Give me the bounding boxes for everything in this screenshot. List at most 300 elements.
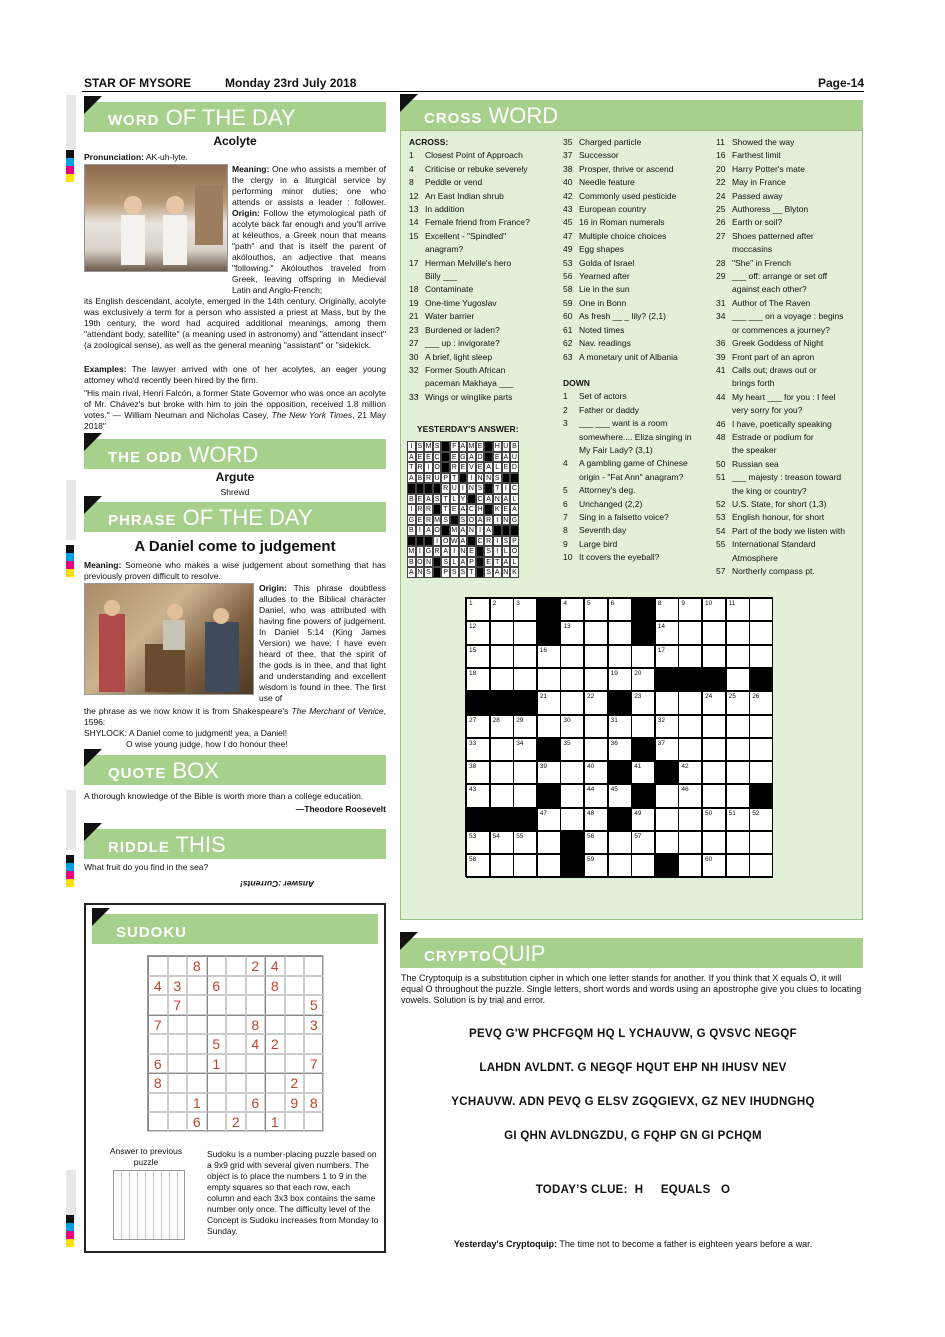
masthead [82,74,864,92]
crossword-cell[interactable]: 4 [560,598,584,621]
crossword-cell[interactable]: 52 [749,808,773,831]
answer-cell: M [468,443,475,450]
sudoku-cell: 7 [148,1015,168,1035]
answer-cell: M [434,516,440,524]
clue-item: very sorry for you? [732,405,803,416]
crossword-cell[interactable] [726,761,750,784]
crossword-cell[interactable] [749,854,773,877]
crossword-cell[interactable] [584,668,608,691]
answer-cell: R [434,548,440,555]
answer-cell: Y [460,495,466,503]
crossword-cell[interactable]: 9 [678,598,702,621]
crossword-cell[interactable]: 40 [584,761,608,784]
crossword-cell[interactable] [513,761,537,784]
crossword-cell[interactable]: 18 [466,668,490,691]
sudoku-cell[interactable] [168,1093,188,1113]
crossword-cell[interactable] [726,831,750,854]
crossword-cell[interactable] [702,738,726,761]
crossword-cell[interactable]: 29 [513,715,537,738]
answer-cell: N [503,569,509,576]
answer-cell: L [510,557,519,568]
crossword-cell[interactable]: 30 [560,715,584,738]
sudoku-description: Sudoku is a number-placing puzzle based on a 9x9 grid with several given numbers. The object is to place the numbers 1 to 9 in the empty squares so that each row, each column and each 3x3 box contains the same number only once. The difficulty level of the Concept is Sudoku increases from Monday to Sunday. [207,1149,379,1236]
sudoku-cell[interactable] [168,956,188,976]
sudoku-cell[interactable] [207,956,227,976]
answer-cell: B [408,558,414,566]
clue-item: 56 Yearned after [563,271,630,282]
painting-illustration [85,584,255,696]
crossword-cell[interactable] [702,784,726,807]
crossword-cell[interactable] [726,621,750,644]
crossword-cell[interactable] [749,598,773,621]
sudoku-cell[interactable] [265,1054,285,1074]
answer-cell: I [433,536,442,547]
crossword-cell[interactable]: 46 [678,784,702,807]
answer-cell: R [417,506,423,513]
sudoku-cell[interactable] [304,956,324,976]
clue-item: 49 Egg shapes [563,244,624,255]
answer-cell: N [468,485,474,492]
crossword-cell[interactable]: 37 [655,738,679,761]
answer-cell: I [493,546,502,557]
answer-cell: A [469,453,474,461]
crossword-cell[interactable]: 50 [702,808,726,831]
crossword-cell[interactable] [678,715,702,738]
clue-item: 34 ___ ___ on a voyage : begins [716,311,844,322]
crossword-cell[interactable] [490,621,514,644]
crossword-cell[interactable] [490,738,514,761]
clue-item: anagram? [425,244,464,255]
wotd-origin-cont: its English descendant, acolyte, emerged in the 14th century. Originally, acolyte was exclusively a term for a person who assisted a priest at Mass, but by the 19th century, the word had acquired additional meanings, among them "attendant body, satellite" (a meaning used in astronomy) and "attendant insect" (a zoological sense), as well as the general meaning "assistant" or "sidekick. [84,296,386,350]
sudoku-cell[interactable] [265,1073,285,1093]
black-cell [513,691,537,714]
sudoku-cell[interactable] [265,1015,285,1035]
sudoku-cell[interactable] [187,995,207,1015]
sudoku-cell[interactable] [168,1034,188,1054]
wotd-word: Acolyte [213,134,257,148]
black-cell [655,854,679,877]
crossword-cell[interactable]: 58 [466,854,490,877]
clue-item: 27 ___ up : invigorate? [409,338,500,349]
sudoku-cell[interactable] [246,1073,266,1093]
answer-cell: S [443,516,448,524]
crossword-cell[interactable]: 8 [655,598,679,621]
answer-cell [441,452,450,463]
sudoku-cell[interactable] [187,1015,207,1035]
answer-cell: U [511,453,517,461]
crossword-cell[interactable] [608,831,632,854]
crossword-cell[interactable]: 42 [678,761,702,784]
sudoku-cell[interactable] [226,1054,246,1074]
crossword-cell[interactable] [702,831,726,854]
crossword-cell[interactable] [608,645,632,668]
clue-item: 16 Farthest limit [716,150,781,161]
crossword-cell[interactable] [726,854,750,877]
crossword-cell[interactable] [678,621,702,644]
crossword-cell[interactable]: 6 [608,598,632,621]
black-cell [678,668,702,691]
sudoku-cell[interactable] [285,976,305,996]
crossword-cell[interactable]: 34 [513,738,537,761]
crossword-cell[interactable] [537,854,561,877]
sudoku-cell[interactable] [207,1093,227,1113]
sudoku-cell[interactable] [285,1034,305,1054]
answer-cell: S [434,495,440,503]
sudoku-cell[interactable] [187,1054,207,1074]
crossword-grid[interactable] [465,597,773,877]
crossword-cell[interactable]: 43 [466,784,490,807]
crossword-cell[interactable] [513,668,537,691]
crossword-cell[interactable] [490,645,514,668]
sudoku-cell[interactable] [246,1112,266,1132]
answer-cell: A [486,464,491,471]
sudoku-cell[interactable] [207,995,227,1015]
crossword-cell[interactable]: 28 [490,715,514,738]
clue-item: Atmosphere [732,552,778,563]
clue-item: 51 ___ majesty : treason toward [716,472,842,483]
clue-item: 39 Front part of an apron [716,351,815,362]
clue-item: 20 Harry Potter's mate [716,163,805,174]
crossword-cell[interactable] [702,645,726,668]
crossword-cell[interactable]: 56 [584,831,608,854]
clue-item: 60 As fresh __ _ lily? (2,1) [563,311,666,322]
riddle-header: RIDDLE THIS [84,829,386,859]
answer-cell: I [424,462,433,473]
crossword-cell[interactable]: 21 [537,691,561,714]
crossword-cell[interactable] [655,691,679,714]
crossword-cell[interactable] [678,645,702,668]
crossword-cell[interactable]: 54 [490,831,514,854]
answer-cell: A [443,548,448,555]
crossword-cell[interactable] [749,738,773,761]
crossword-cell[interactable] [560,808,584,831]
crossword-cell[interactable] [490,784,514,807]
sudoku-cell[interactable] [226,1093,246,1113]
crossword-cell[interactable] [631,645,655,668]
crossword-cell[interactable]: 12 [466,621,490,644]
sudoku-cell[interactable] [168,1073,188,1093]
clue-item: 21 Water barrier [409,311,475,322]
sudoku-cell[interactable] [148,1112,168,1132]
clue-item: 7 Sing in a falsetto voice? [563,511,669,522]
black-cell [490,808,514,831]
crossword-cell[interactable]: 33 [466,738,490,761]
answer-cell: E [426,453,431,461]
yesterday-label: YESTERDAY'S ANSWER: [417,424,519,434]
answer-cell: R [443,485,449,492]
across-clues-1: ACROSS: 1 Closest Point of Approach 4 Criticise or rebuke severely 8 Peddle or vend 12 An East Indian shrub 13 In addition 14 Female friend from France? 15 Excellent - "Spindled" anagram? 17 Herman Melville's hero Billy ___ 18 Contaminate 19 One-time Yugoslav 21 Water barrier 23 Burdened or laden? 27 ___ up : invigorate? 30 A brief, light sleep 32 Former South African paceman Makhaya ___ 33 Wings or winglike parts [409,136,559,404]
answer-cell [441,525,450,536]
answer-cell [502,525,511,536]
sudoku-cell[interactable] [226,1015,246,1035]
crossword-cell[interactable] [702,761,726,784]
crossword-cell[interactable]: 16 [537,645,561,668]
crossword-cell[interactable]: 35 [560,738,584,761]
answer-cell: T [450,473,459,484]
sudoku-cell[interactable] [187,1034,207,1054]
crossword-cell[interactable] [513,645,537,668]
answer-cell: P [443,474,448,482]
answer-cell: E [417,516,423,524]
answer-cell [467,536,476,547]
crossword-header: CROSS WORD [400,100,863,130]
answer-cell: H [477,506,483,513]
crossword-cell[interactable]: 59 [584,854,608,877]
crossword-cell[interactable]: 45 [608,784,632,807]
answer-cell: A [494,569,500,576]
sudoku-cell: 2 [285,1073,305,1093]
crossword-cell[interactable] [513,854,537,877]
crossword-cell[interactable] [678,854,702,877]
crossword-cell[interactable]: 57 [631,831,655,854]
crossword-cell[interactable] [702,715,726,738]
crossword-cell[interactable] [560,691,584,714]
crossword-cell[interactable] [560,668,584,691]
clue-item: My Fair Lady? (3,1) [579,444,653,455]
crossword-cell[interactable] [631,854,655,877]
margin-strip [66,480,76,540]
crossword-cell[interactable]: 15 [466,645,490,668]
crossword-cell[interactable] [608,621,632,644]
crossword-cell[interactable] [678,808,702,831]
crossword-cell[interactable]: 53 [466,831,490,854]
crossword-cell[interactable] [749,831,773,854]
crossword-cell[interactable] [584,621,608,644]
crossword-cell[interactable]: 38 [466,761,490,784]
crossword-cell[interactable]: 25 [726,691,750,714]
crossword-cell[interactable] [608,854,632,877]
sudoku-cell[interactable] [226,995,246,1015]
black-cell [608,691,632,714]
crossword-cell[interactable]: 2 [490,598,514,621]
sudoku-cell[interactable] [168,1054,188,1074]
answer-cell [484,441,493,452]
clue-item: 47 Multiple choice choices [563,230,667,241]
clue-item: 6 Unchanged (2,2) [563,498,643,509]
answer-cell: D [477,453,483,461]
crossword-cell[interactable]: 60 [702,854,726,877]
sudoku-cell[interactable] [285,1054,305,1074]
answer-cell [416,536,425,547]
crossword-cell[interactable] [537,831,561,854]
sudoku-cell[interactable] [148,956,168,976]
sudoku-cell[interactable] [226,1034,246,1054]
sudoku-cell[interactable] [168,1112,188,1132]
crossword-cell[interactable] [726,738,750,761]
black-cell [631,738,655,761]
clue-item: 31 Author of The Raven [716,297,811,308]
sudoku-cell[interactable] [207,1073,227,1093]
answer-cell: A [503,558,509,566]
crossword-cell[interactable] [678,831,702,854]
crossword-cell[interactable]: 39 [537,761,561,784]
crossword-cell[interactable] [537,715,561,738]
answer-cell: P [443,569,448,576]
quote-text: A thorough knowledge of the Bible is worth more than a college education. [84,791,364,801]
black-cell [608,761,632,784]
answer-cell: P [469,558,474,566]
crossword-cell[interactable] [678,691,702,714]
crossword-cell[interactable] [490,761,514,784]
crossword-cell[interactable] [490,854,514,877]
answer-cell: O [434,464,440,471]
clue-item: 44 My heart ___ for you : I feel [716,391,836,402]
sudoku-cell[interactable] [265,995,285,1015]
crossword-cell[interactable]: 10 [702,598,726,621]
answer-cell [476,567,485,578]
sudoku-cell[interactable] [304,1112,324,1132]
answer-cell: E [503,506,509,513]
crossword-cell[interactable] [631,715,655,738]
clue-item: 15 Excellent - "Spindled" [409,230,507,241]
answer-cell: S [460,516,466,524]
clue-item: 59 One in Bonn [563,297,627,308]
answer-cell: L [502,546,511,557]
crossword-cell[interactable]: 19 [608,668,632,691]
answer-cell: A [486,495,491,503]
crossword-cell[interactable]: 20 [631,668,655,691]
sudoku-cell[interactable] [265,1093,285,1113]
crossword-cell[interactable]: 44 [584,784,608,807]
crossword-cell[interactable] [749,715,773,738]
answer-cell [459,473,468,484]
crossword-cell[interactable] [726,668,750,691]
sudoku-cell[interactable] [226,956,246,976]
sudoku-cell[interactable] [226,976,246,996]
black-cell [537,621,561,644]
clue-item: 62 Nav. readings [563,338,631,349]
sudoku-cell[interactable] [285,1015,305,1035]
answer-cell [416,483,425,494]
crossword-cell[interactable]: 51 [726,808,750,831]
answer-cell: T [493,557,502,568]
sudoku-cell[interactable] [148,995,168,1015]
clue-item: 33 Wings or winglike parts [409,391,513,402]
crossword-cell[interactable] [513,621,537,644]
crossword-cell[interactable] [726,715,750,738]
crossword-cell[interactable] [749,761,773,784]
crossword-cell[interactable]: 17 [655,645,679,668]
sudoku-prev-label: Answer to previous puzzle [109,1146,183,1167]
crossword-cell[interactable] [584,738,608,761]
crossword-cell[interactable]: 24 [702,691,726,714]
sudoku-cell: 2 [265,1034,285,1054]
crossword-cell[interactable]: 23 [631,691,655,714]
crossword-cell[interactable] [513,784,537,807]
answer-cell [484,452,493,463]
sudoku-cell[interactable] [285,956,305,976]
answer-cell: A [460,537,466,545]
sudoku-cell[interactable] [285,995,305,1015]
crossword-cell[interactable] [560,645,584,668]
answer-cell [433,567,442,578]
answer-cell: A [426,495,431,503]
sudoku-cell[interactable] [246,995,266,1015]
clue-item: 28 "She" in French [716,257,791,268]
crossword-cell[interactable]: 27 [466,715,490,738]
crossword-cell[interactable]: 11 [726,598,750,621]
crossword-cell[interactable] [584,645,608,668]
crossword-cell[interactable] [678,738,702,761]
crossword-cell[interactable] [702,621,726,644]
crossword-cell[interactable]: 3 [513,598,537,621]
crossword-cell[interactable] [537,668,561,691]
crossword-cell[interactable] [490,668,514,691]
crossword-cell[interactable]: 55 [513,831,537,854]
crossword-cell[interactable]: 14 [655,621,679,644]
answer-cell: U [451,485,457,492]
crossword-cell[interactable] [749,645,773,668]
clue-item: the king or country? [732,485,807,496]
sudoku-cell[interactable] [226,1073,246,1093]
sudoku-cell[interactable] [246,1054,266,1074]
answer-cell: E [469,548,474,555]
answer-cell: G [425,548,432,555]
sudoku-cell[interactable] [207,1112,227,1132]
crossword-cell[interactable]: 5 [584,598,608,621]
clue-item: against each other? [732,284,807,295]
crossword-cell[interactable] [584,715,608,738]
sudoku-cell[interactable] [168,1015,188,1035]
crossword-cell[interactable]: 1 [466,598,490,621]
answer-cell: K [512,569,517,576]
sudoku-cell[interactable] [246,976,266,996]
crossword-cell[interactable]: 22 [584,691,608,714]
black-cell [655,668,679,691]
answer-cell [476,557,485,568]
sudoku-cell[interactable] [207,1015,227,1035]
crossword-cell[interactable]: 26 [749,691,773,714]
clue-item: 53 Golda of Israel [563,257,635,268]
crossword-cell[interactable] [655,831,679,854]
sudoku-grid[interactable] [147,955,323,1131]
crossword-cell[interactable] [655,784,679,807]
crossword-cell[interactable]: 47 [537,808,561,831]
sudoku-cell: 8 [265,976,285,996]
crossword-cell[interactable] [560,761,584,784]
crossword-cell[interactable] [560,784,584,807]
crossword-cell[interactable]: 48 [584,808,608,831]
sudoku-cell: 2 [226,1112,246,1132]
sudoku-cell[interactable] [304,1073,324,1093]
crossword-cell[interactable] [726,784,750,807]
crossword-cell[interactable] [726,645,750,668]
crossword-cell[interactable]: 13 [560,621,584,644]
crossword-cell[interactable] [749,621,773,644]
cryptoquip-line-2: LAHDN AVLDNT. G NEGQF HQUT EHP NH IHUSV NEV [479,1062,787,1074]
sudoku-cell[interactable] [187,1073,207,1093]
sudoku-cell[interactable] [285,1112,305,1132]
crossword-cell[interactable] [655,808,679,831]
crossword-cell[interactable]: 36 [608,738,632,761]
sudoku-cell[interactable] [187,976,207,996]
crossword-cell[interactable]: 32 [655,715,679,738]
sudoku-cell[interactable] [304,976,324,996]
answer-cell [502,473,511,484]
answer-cell: B [408,527,414,534]
sudoku-cell[interactable] [148,1034,168,1054]
crossword-cell[interactable]: 49 [631,808,655,831]
clue-item: 61 Noted times [563,324,625,335]
clue-item: 46 I have, poetically speaking [716,418,832,429]
clue-item: 27 Shoes patterned after [716,230,814,241]
color-bar [66,545,74,577]
sudoku-cell[interactable] [148,1093,168,1113]
crossword-cell[interactable]: 31 [608,715,632,738]
answer-cell [493,525,502,536]
crossword-cell[interactable]: 41 [631,761,655,784]
sudoku-cell[interactable] [304,1034,324,1054]
